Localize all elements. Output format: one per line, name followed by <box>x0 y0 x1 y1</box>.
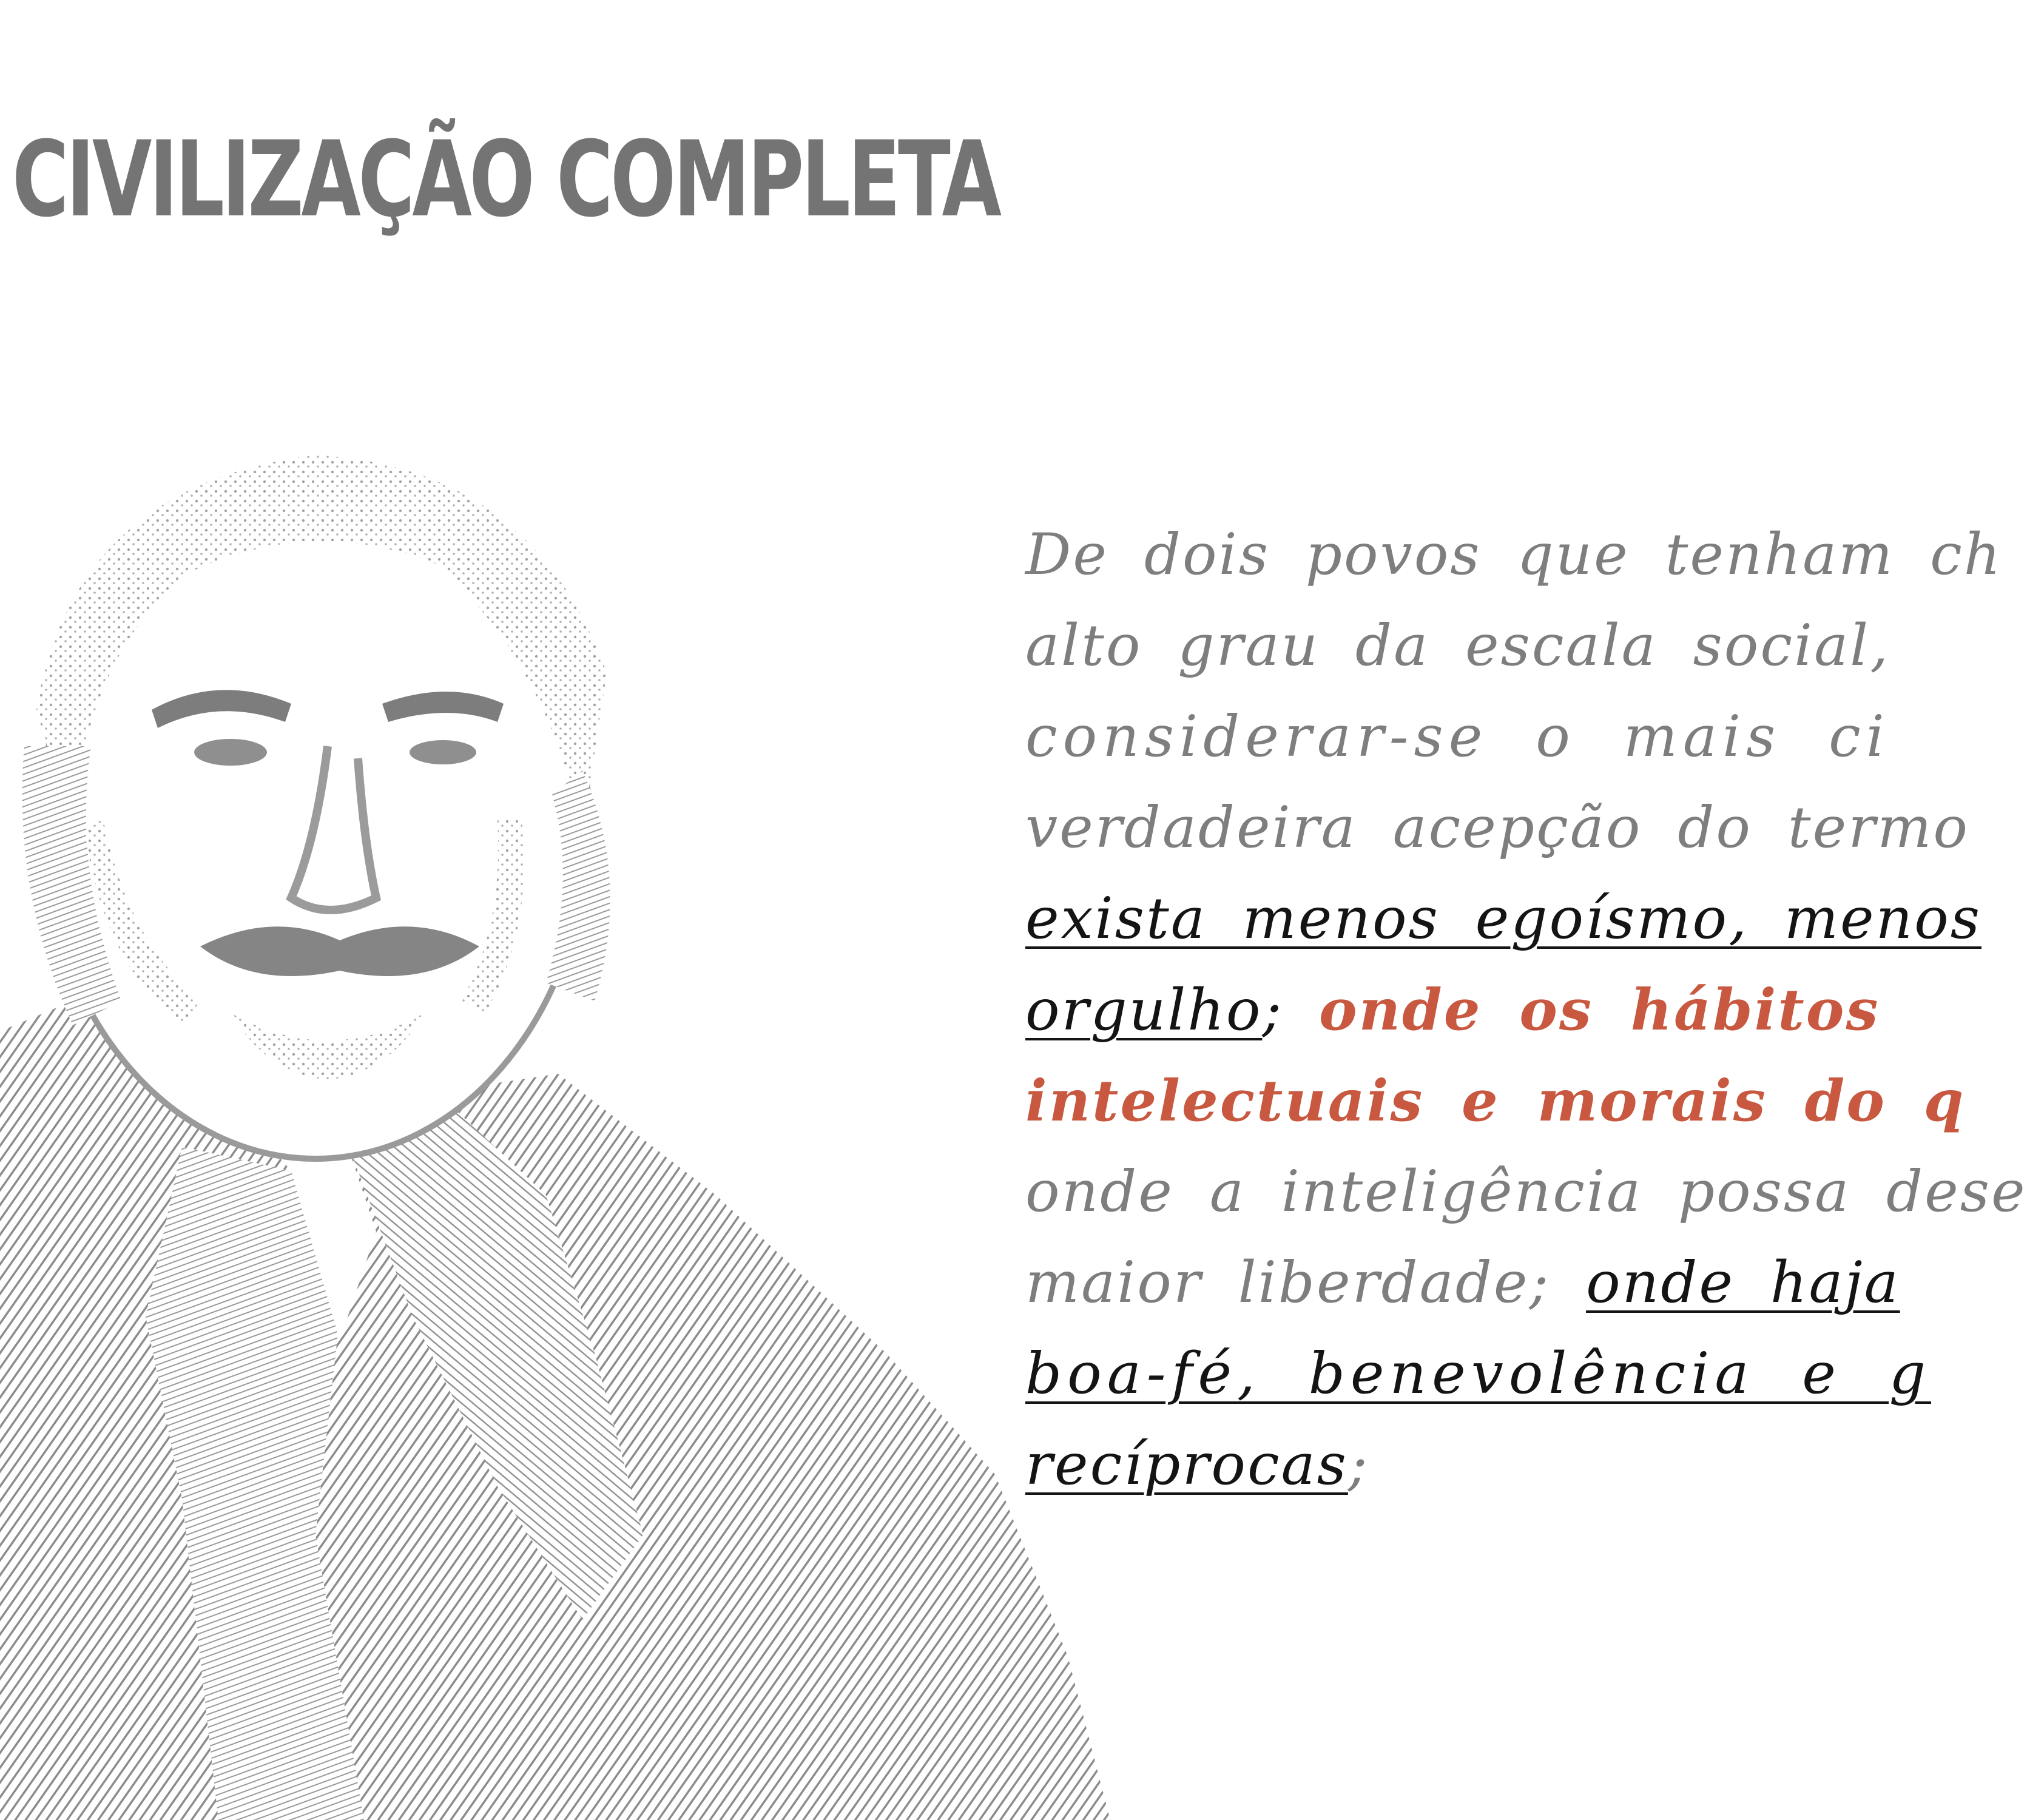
quote-line <box>1025 1056 1966 1147</box>
quote-highlight-text: intelectuais e morais do q <box>1025 1068 1966 1134</box>
quote-line: considerar-se o mais ci <box>1025 704 1890 770</box>
quote-line: verdadeira acepção do termo <box>1025 795 1969 861</box>
quote-plain-text: maior liberdade; <box>1025 1250 1551 1316</box>
quote-underlined-text: onde haja <box>1586 1250 1900 1316</box>
quote-line: alto grau da escala social, <box>1025 613 1890 679</box>
quote-line <box>1025 1329 1931 1420</box>
quote-line <box>1025 1238 1900 1329</box>
quote-line: onde a inteligência possa dese <box>1025 1159 2027 1225</box>
quote-line: De dois povos que tenham ch <box>1025 522 2003 588</box>
quote-separator: ; <box>1347 1432 1369 1498</box>
portrait-illustration <box>0 285 1128 1820</box>
quote-line <box>1025 874 1981 965</box>
quote-line <box>1025 1420 1820 1511</box>
quote-underlined-text: recíprocas <box>1025 1432 1348 1498</box>
quote-text <box>1025 510 2027 1498</box>
slide-title: CIVILIZAÇÃO COMPLETA <box>12 118 999 240</box>
quote-highlight-text: onde os hábitos <box>1319 977 1880 1043</box>
quote-line <box>1025 965 1880 1056</box>
quote-underlined-text: exista menos egoísmo, menos <box>1025 886 1981 952</box>
quote-separator: ; <box>1262 977 1284 1043</box>
quote-underlined-text: orgulho <box>1025 977 1263 1043</box>
quote-underlined-text: boa-fé, benevolência e g <box>1025 1341 1931 1407</box>
